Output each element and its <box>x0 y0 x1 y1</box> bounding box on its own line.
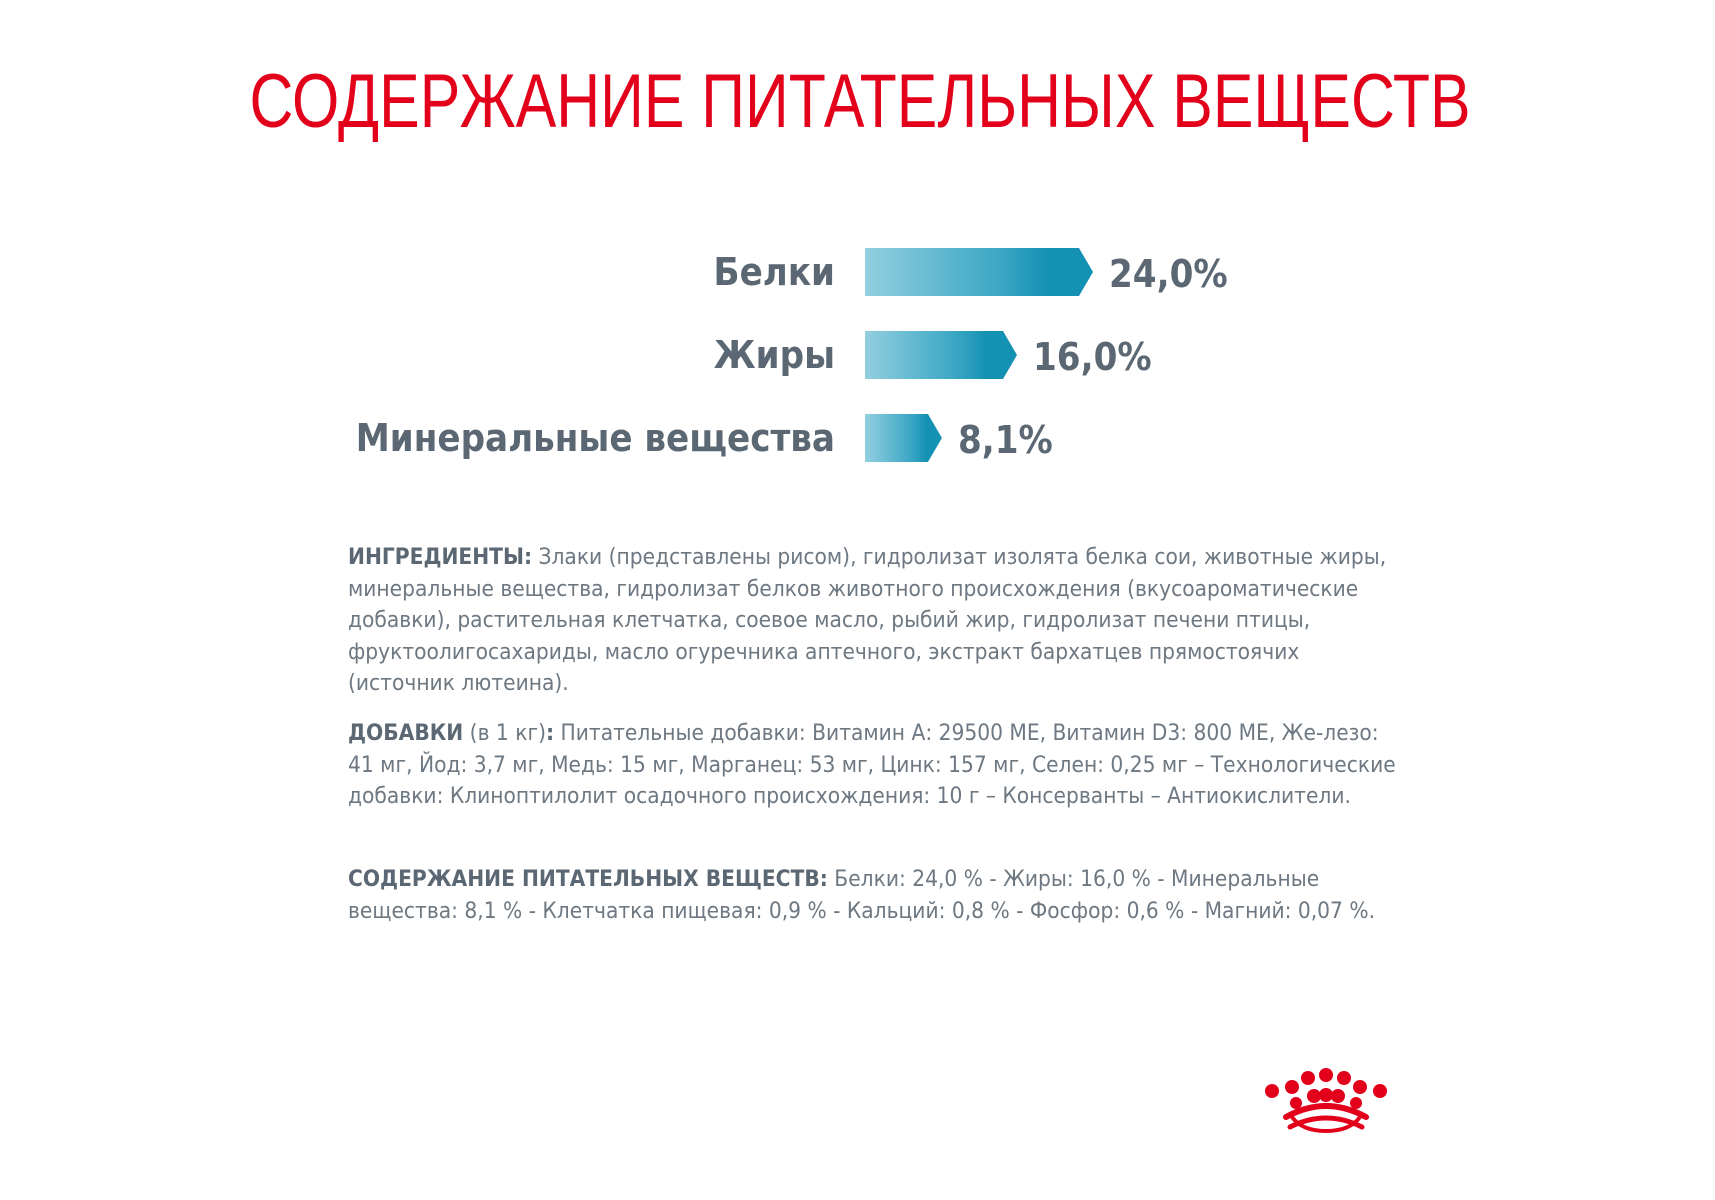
category-label-2: Минеральные вещества <box>355 416 835 460</box>
additives-colon: : <box>546 720 555 746</box>
additives-text <box>348 718 1408 813</box>
additives-body: Питательные добавки: Витамин А: 29500 МЕ, Витамин D3: 800 МЕ, Же-лезо: 41 мг, Йод: 3,7 мг, Медь: 15 мг, Марганец: 53 мг, Цинк: 157 мг, Селен: 0,25 мг – Технологические добавки: Клиноптилолит осадочного происхождения: 10 г – Консерванты – Антиокислители. <box>348 720 1396 809</box>
nutrients-text <box>348 864 1408 927</box>
bar-2 <box>865 414 942 462</box>
category-label-0: Белки <box>713 250 835 294</box>
ingredients-body: Злаки (представлены рисом), гидролизат изолята белка сои, животные жиры, минеральные вещества, гидролизат белков животного происхождения (вкусоароматические добавки), растительная клетчатка, соевое масло, рыбий жир, гидролизат печени птицы, фруктоолигосахариды, масло огуречника аптечного, экстракт бархатцев прямостоячих (источник лютеина). <box>348 544 1387 696</box>
nutrient-bar-chart <box>0 0 1715 520</box>
chart-bars <box>356 248 1228 462</box>
category-label-1: Жиры <box>713 333 835 377</box>
value-label-2: 8,1% <box>957 418 1053 462</box>
value-label-0: 24,0% <box>1109 252 1228 296</box>
ingredients-heading: ИНГРЕДИЕНТЫ: <box>348 544 533 570</box>
additives-heading: ДОБАВКИ <box>348 720 464 746</box>
value-label-1: 16,0% <box>1033 335 1152 379</box>
additives-subheading: (в 1 кг) <box>463 720 546 746</box>
bar-1 <box>865 331 1017 379</box>
crown-logo-icon <box>1262 1065 1390 1137</box>
page-title: СОДЕРЖАНИЕ ПИТАТЕЛЬНЫХ ВЕЩЕСТВ <box>249 59 1471 144</box>
ingredients-text <box>348 542 1408 700</box>
nutrients-heading: СОДЕРЖАНИЕ ПИТАТЕЛЬНЫХ ВЕЩЕСТВ: <box>348 866 828 892</box>
bar-0 <box>865 248 1093 296</box>
nutrients-body: Белки: 24,0 % - Жиры: 16,0 % - Минеральные вещества: 8,1 % - Клетчатка пищевая: 0,9 % - Кальций: 0,8 % - Фосфор: 0,6 % - Магний: 0,07 %. <box>348 866 1376 924</box>
